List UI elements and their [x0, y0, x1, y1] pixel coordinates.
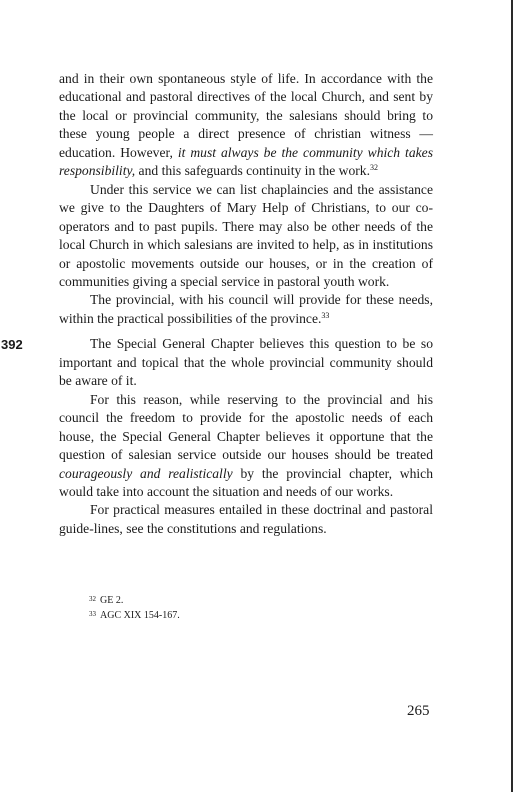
section-392 — [1, 335, 433, 538]
section-number: 392 — [1, 337, 23, 353]
footnotes — [89, 593, 180, 623]
page-edge-line — [511, 0, 513, 792]
page-number: 265 — [407, 703, 430, 719]
footnote-text: GE 2. — [100, 595, 124, 606]
emphasis-text: courageously and realistically — [59, 465, 233, 481]
footnote-ref-32: 32 — [369, 163, 378, 173]
footnote-text: AGC XIX 154-167. — [100, 610, 180, 621]
footnote-number: 32 — [89, 595, 96, 603]
footnote-number: 33 — [89, 610, 96, 618]
paragraph-importance: The Special General Chapter believes this question to be so important and topical that the whole provincial community should be aware of it. — [59, 336, 433, 389]
paragraph-text: by the provincial chapter, which would take into account the situation and needs of our works. — [59, 465, 433, 499]
footnote-33 — [89, 608, 180, 623]
paragraph-text: and in their own spontaneous style of life. In accordance with the educational and pastoral directives of the local Church, and sent by the local or provincial community, the salesians should bring to these young people a direct presence of christian witness — education. However, — [59, 71, 433, 160]
paragraph-continuation — [59, 70, 433, 181]
body-text — [1, 70, 433, 538]
footnote-ref-33: 33 — [321, 310, 330, 320]
paragraph-text: and this safeguards continuity in the work. — [135, 163, 370, 179]
paragraph-provincial — [59, 291, 433, 328]
paragraph-chaplaincies: Under this service we can list chaplaincies and the assistance we give to the Daughters of Mary Help of Christians, to our co-operators and to past pupils. There may also be other needs of the local Church in which salesians are invited to help, as in institutions or apostolic movements outside our houses, or in the creation of communities giving a special service in pastoral youth work. — [59, 181, 433, 289]
paragraph-this-reason — [59, 391, 433, 502]
emphasis-text: it must always be the community which takes responsibility, — [59, 144, 433, 179]
paragraph-text: For this reason, while reserving to the provincial and his council the freedom to provide for the apostolic needs of each house, the Special General Chapter believes it opportune that the question of salesian service outside our houses should be treated — [59, 391, 433, 463]
paragraph-text: The provincial, with his council will provide for these needs, within the practical possibilities of the province. — [59, 292, 433, 326]
footnote-32 — [89, 593, 180, 608]
paragraph-practical-measures: For practical measures entailed in these doctrinal and pastoral guide-lines, see the constitutions and regulations. — [59, 502, 433, 536]
